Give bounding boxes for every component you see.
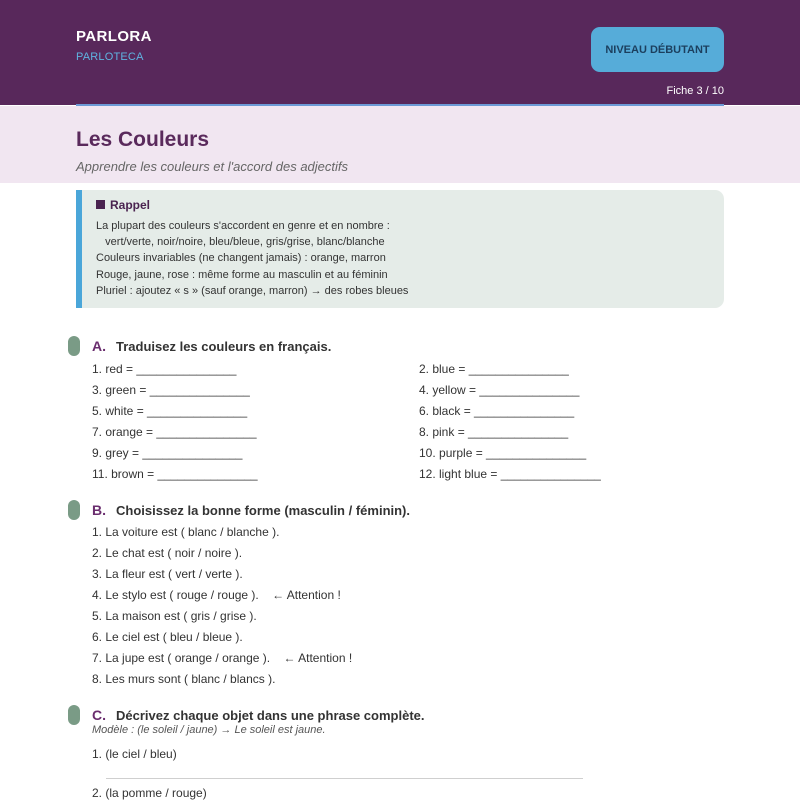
exercise-item: 5. white = _______________ — [92, 404, 248, 418]
brand-name: PARLORA — [76, 28, 152, 45]
section-b-marker — [68, 500, 80, 520]
exercise-item: 4. yellow = _______________ — [419, 383, 580, 397]
rappel-line: vert/verte, noir/noire, bleu/bleue, gris/grise, blanc/blanche — [96, 236, 385, 249]
model-example: Modèle : (le soleil / jaune) → Le soleil est jaune. — [92, 724, 326, 736]
rappel-line: La plupart des couleurs s'accordent en genre et en nombre : — [96, 220, 390, 232]
section-c-title: Décrivez chaque objet dans une phrase complète. — [116, 708, 425, 723]
exercise-item: 2. blue = _______________ — [419, 362, 569, 376]
rappel-lines — [96, 218, 408, 299]
brand-subtitle: PARLOTECA — [76, 51, 144, 63]
exercise-item: 9. grey = _______________ — [92, 446, 243, 460]
exercise-item: 6. black = _______________ — [419, 404, 575, 418]
exercise-item: 2. (la pomme / rouge) — [92, 786, 207, 800]
exercise-item: 6. Le ciel est ( bleu / bleue ). — [92, 630, 243, 644]
exercise-item: 7. orange = _______________ — [92, 425, 257, 439]
exercise-item: 1. (le ciel / bleu) — [92, 747, 177, 761]
exercise-item: 1. La voiture est ( blanc / blanche ). — [92, 525, 280, 539]
exercise-item: 3. green = _______________ — [92, 383, 250, 397]
exercise-item: 1. red = _______________ — [92, 362, 237, 376]
section-c-marker — [68, 705, 80, 725]
rappel-line: Pluriel : ajoutez « s » (sauf orange, marron) → des robes bleues — [96, 284, 409, 297]
section-a-title: Traduisez les couleurs en français. — [116, 339, 332, 354]
section-a-marker — [68, 336, 80, 356]
section-a-letter: A. — [92, 338, 106, 354]
page-title: Les Couleurs — [76, 128, 210, 151]
page-subtitle: Apprendre les couleurs et l'accord des adjectifs — [76, 159, 349, 174]
rappel-title: Rappel — [110, 198, 151, 212]
header-band — [0, 0, 800, 105]
section-b-title: Choisissez la bonne forme (masculin / féminin). — [116, 503, 410, 518]
exercise-item: 3. La fleur est ( vert / verte ). — [92, 567, 243, 581]
exercise-item: 8. Les murs sont ( blanc / blancs ). — [92, 672, 276, 686]
section-b-letter: B. — [92, 502, 106, 518]
exercise-item: 12. light blue = _______________ — [419, 467, 601, 481]
fiche-counter: Fiche 3 / 10 — [666, 85, 724, 97]
section-c-letter: C. — [92, 707, 106, 723]
level-badge: NIVEAU DÉBUTANT — [591, 27, 724, 72]
exercise-item: 10. purple = _______________ — [419, 446, 587, 460]
exercise-item: 2. Le chat est ( noir / noire ). — [92, 546, 243, 560]
exercise-item: 5. La maison est ( gris / grise ). — [92, 609, 257, 623]
section-a-heading — [92, 338, 331, 354]
answer-line[interactable] — [106, 778, 583, 779]
section-c-heading — [92, 707, 424, 723]
section-b-heading — [92, 502, 410, 518]
exercise-item: 11. brown = _______________ — [92, 467, 258, 481]
exercise-item: 7. La jupe est ( orange / orange ). ← Attention ! — [92, 651, 353, 665]
rappel-line: Rouge, jaune, rose : même forme au masculin et au féminin — [96, 268, 388, 281]
rappel-box — [76, 190, 724, 308]
rappel-heading — [96, 198, 150, 212]
rappel-line: Couleurs invariables (ne changent jamais) : orange, marron — [96, 252, 386, 265]
exercise-item: 4. Le stylo est ( rouge / rouge ). ← Attention ! — [92, 588, 341, 602]
exercise-item: 8. pink = _______________ — [419, 425, 569, 439]
square-bullet-icon — [96, 200, 105, 209]
